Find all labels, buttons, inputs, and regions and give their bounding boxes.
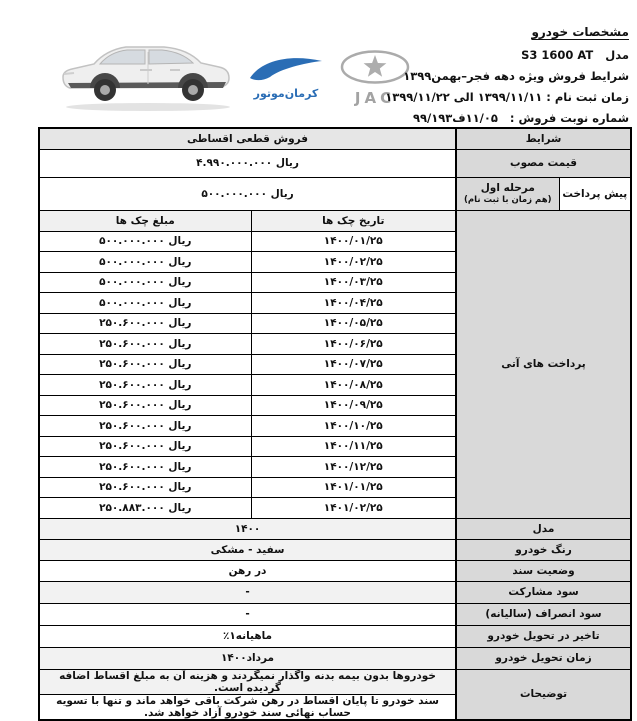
check-date-header: تاریخ چک ها	[251, 210, 456, 231]
check-amount: ۲۵۰.۶۰۰.۰۰۰ ریال	[39, 375, 251, 396]
check-amount: ۵۰۰.۰۰۰.۰۰۰ ریال	[39, 272, 251, 293]
check-date: ۱۴۰۰/۱۰/۲۵	[251, 416, 456, 437]
detail-row	[39, 518, 631, 539]
check-amount: ۲۵۰.۶۰۰.۰۰۰ ریال	[39, 354, 251, 375]
model-line	[399, 45, 629, 66]
sale-number-label: شماره نوبت فروش :	[509, 111, 629, 125]
kerman-motor-logo	[244, 54, 328, 100]
detail-value: ٪۱ماهیانه	[39, 625, 456, 647]
check-amount: ۲۵۰.۶۰۰.۰۰۰ ریال	[39, 416, 251, 437]
car-image	[52, 26, 244, 114]
approved-price-value: ۴.۹۹۰.۰۰۰.۰۰۰ ریال	[39, 149, 456, 177]
car-front-hub	[100, 85, 110, 95]
check-date: ۱۴۰۰/۱۲/۲۵	[251, 457, 456, 478]
detail-row	[39, 539, 631, 560]
specs-table	[38, 127, 632, 721]
detail-label: مدل	[456, 518, 631, 539]
check-date: ۱۴۰۱/۰۱/۲۵	[251, 477, 456, 498]
check-amount: ۵۰۰.۰۰۰.۰۰۰ ریال	[39, 231, 251, 252]
registration-period: زمان ثبت نام : ۱۳۹۹/۱۱/۱۱ الی ۱۳۹۹/۱۱/۲۲	[385, 90, 629, 104]
detail-value: -	[39, 581, 456, 603]
down-payment-stage: مرحله اول (هم زمان با ثبت نام)	[456, 177, 559, 210]
check-date: ۱۴۰۰/۰۵/۲۵	[251, 313, 456, 334]
check-date: ۱۴۰۰/۱۱/۲۵	[251, 436, 456, 457]
check-date: ۱۴۰۰/۰۶/۲۵	[251, 334, 456, 355]
future-payments-label: پرداخت های آتی	[456, 210, 631, 518]
check-date: ۱۴۰۰/۰۷/۲۵	[251, 354, 456, 375]
check-amount: ۵۰۰.۰۰۰.۰۰۰ ریال	[39, 252, 251, 273]
detail-row	[39, 581, 631, 603]
detail-value: سفید - مشکی	[39, 539, 456, 560]
check-date: ۱۴۰۰/۰۱/۲۵	[251, 231, 456, 252]
sale-conditions: شرایط فروش ویژه دهه فجر–بهمن۱۳۹۹	[403, 69, 629, 83]
detail-value: -	[39, 603, 456, 625]
check-amount: ۲۵۰.۶۰۰.۰۰۰ ریال	[39, 334, 251, 355]
check-amount: ۲۵۰.۶۰۰.۰۰۰ ریال	[39, 436, 251, 457]
check-amount: ۲۵۰.۸۸۳.۰۰۰ ریال	[39, 498, 251, 519]
car-headlight	[64, 73, 74, 74]
detail-label: رنگ خودرو	[456, 539, 631, 560]
detail-value: مرداد۱۴۰۰	[39, 647, 456, 669]
detail-value: ۱۴۰۰	[39, 518, 456, 539]
note-line: خودروها بدون بیمه بدنه واگذار نمیگردند و هزینه آن به مبلغ اقساط اضافه گردیده است.	[39, 669, 456, 694]
checks-header-row	[39, 210, 631, 231]
check-date: ۱۴۰۰/۰۴/۲۵	[251, 293, 456, 314]
model-value: S3 1600 AT	[521, 48, 594, 62]
kerman-motor-swoosh-icon	[244, 54, 328, 82]
detail-row	[39, 647, 631, 669]
check-amount: ۵۰۰.۰۰۰.۰۰۰ ریال	[39, 293, 251, 314]
header-text-block	[385, 22, 629, 129]
down-payment-row	[39, 177, 631, 210]
detail-value: در رهن	[39, 560, 456, 581]
model-label: مدل	[605, 48, 629, 62]
detail-row	[39, 625, 631, 647]
document-header	[0, 0, 637, 127]
approved-price-label: قیمت مصوب	[456, 149, 631, 177]
detail-label: سود انصراف (سالیانه)	[456, 603, 631, 625]
jac-star-icon	[364, 55, 387, 77]
detail-row	[39, 560, 631, 581]
notes-label: توضیحات	[456, 669, 631, 720]
check-amount: ۲۵۰.۶۰۰.۰۰۰ ریال	[39, 457, 251, 478]
detail-row	[39, 603, 631, 625]
check-date: ۱۴۰۰/۰۸/۲۵	[251, 375, 456, 396]
check-date: ۱۴۰۰/۰۲/۲۵	[251, 252, 456, 273]
down-payment-value: ۵۰۰.۰۰۰.۰۰۰ ریال	[39, 177, 456, 210]
sale-number-value: ۱۱/۰۵ف۹۹/۱۹۳	[412, 111, 498, 125]
kerman-motor-wordmark: کرمان‌موتور	[253, 87, 319, 100]
note-line: سند خودرو تا پایان اقساط در رهن شرکت باقی خواهد ماند و تنها با تسویه حساب نهائی سند خودرو آزاد خواهد شد.	[39, 694, 456, 720]
check-date: ۱۴۰۰/۰۳/۲۵	[251, 272, 456, 293]
car-shadow	[66, 103, 230, 111]
sale-number-line	[399, 108, 629, 129]
down-payment-label: پیش پرداخت	[559, 177, 631, 210]
notes-row	[39, 669, 631, 694]
check-amount-header: مبلغ چک ها	[39, 210, 251, 231]
car-rear-hub	[188, 85, 198, 95]
conditions-header-cell: شرایط	[456, 128, 631, 149]
check-date: ۱۴۰۱/۰۲/۲۵	[251, 498, 456, 519]
detail-label: زمان تحویل خودرو	[456, 647, 631, 669]
check-amount: ۲۵۰.۶۰۰.۰۰۰ ریال	[39, 477, 251, 498]
table-header-row	[39, 128, 631, 149]
check-amount: ۲۵۰.۶۰۰.۰۰۰ ریال	[39, 395, 251, 416]
detail-label: سود مشارکت	[456, 581, 631, 603]
sale-type-header-cell: فروش قطعی اقساطی	[39, 128, 456, 149]
jac-wordmark: JAC	[354, 89, 396, 107]
check-amount: ۲۵۰.۶۰۰.۰۰۰ ریال	[39, 313, 251, 334]
down-payment-stage-note: (هم زمان با ثبت نام)	[464, 195, 552, 205]
detail-label: تاخیر در تحویل خودرو	[456, 625, 631, 647]
detail-label: وضعیت سند	[456, 560, 631, 581]
page-title: مشخصات خودرو	[531, 25, 629, 39]
check-date: ۱۴۰۰/۰۹/۲۵	[251, 395, 456, 416]
approved-price-row	[39, 149, 631, 177]
car-front-window	[100, 50, 145, 64]
